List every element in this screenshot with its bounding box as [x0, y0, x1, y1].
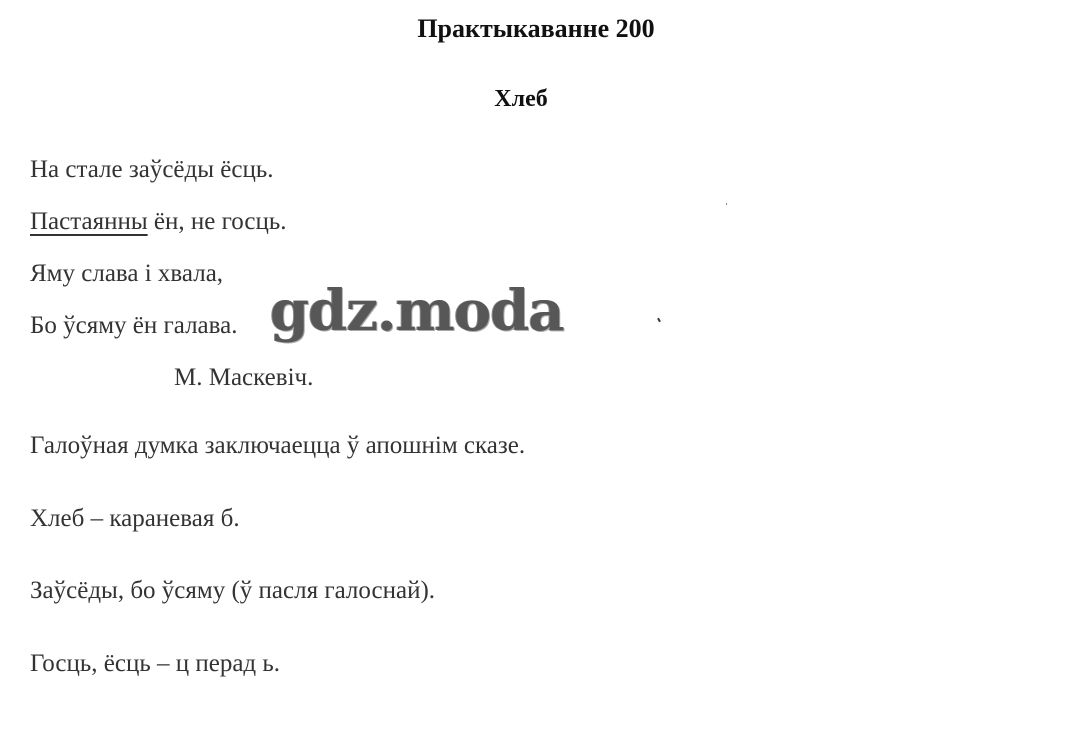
poem-line-1: На стале заўсёды ёсць.: [30, 156, 274, 183]
poem-author: М. Маскевіч.: [174, 364, 314, 391]
scan-speck: [726, 203, 727, 205]
poem-line-4: Бо ўсяму ён галава.: [30, 312, 238, 339]
poem-title: Хлеб: [494, 86, 548, 112]
answer-3: Заўсёды, бо ўсяму (ў пасля галоснай).: [30, 577, 436, 604]
answer-2: Хлеб – караневая б.: [30, 505, 240, 532]
answer-1: Галоўная думка заключаецца ў апошнім сказе.: [30, 432, 526, 459]
answer-4: Госць, ёсць – ц перад ь.: [30, 650, 281, 677]
poem-line-3: Яму слава і хвала,: [30, 260, 224, 287]
watermark-logo: gdz.moda: [270, 278, 564, 344]
underlined-word: Пастаянны: [30, 208, 148, 235]
poem-line-2-rest: ён, не госць.: [147, 208, 287, 235]
poem-line-2: [30, 208, 286, 236]
exercise-title: Практыкаванне 200: [417, 14, 655, 43]
scan-speck: [657, 318, 661, 322]
